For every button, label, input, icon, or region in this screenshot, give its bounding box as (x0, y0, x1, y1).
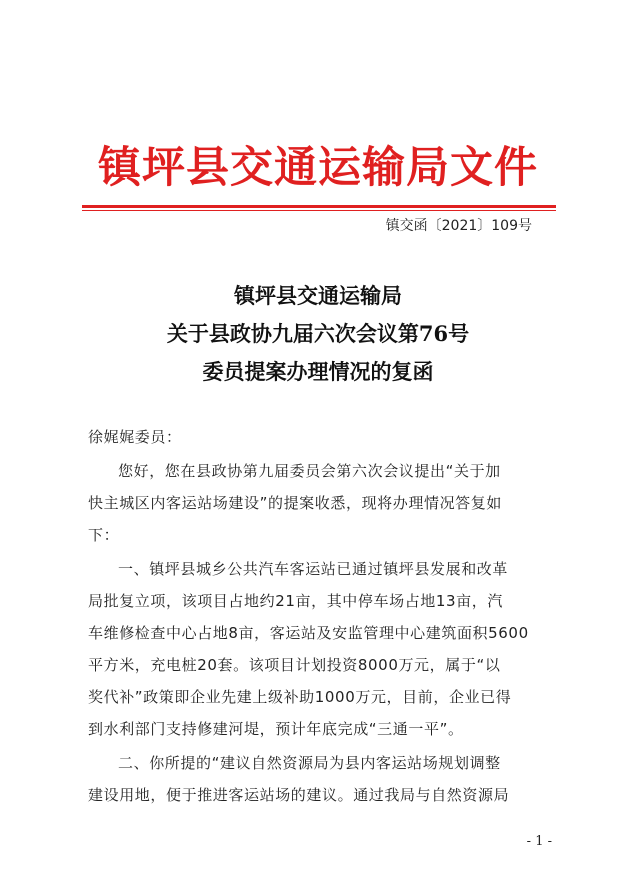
page-number: - 1 - (526, 834, 552, 849)
body-line: 建设用地，便于推进客运站场的建议。通过我局与自然资源局 (88, 786, 510, 804)
body-line: 一、镇坪县城乡公共汽车客运站已通过镇坪县发展和改革 (118, 560, 509, 578)
header-red-rule-thick (82, 205, 556, 208)
body-line: 快主城区内客运站场建设”的提案收悉，现将办理情况答复如 (88, 494, 502, 512)
header-red-rule-thin (82, 210, 556, 211)
body-line: 局批复立项，该项目占地约21亩，其中停车场占地13亩，汽 (88, 592, 503, 610)
body-line: 车维修检查中心占地8亩，客运站及安监管理中心建筑面积5600 (88, 624, 529, 642)
document-header-title: 镇坪县交通运输局文件 (98, 143, 538, 193)
title-line-3: 委员提案办理情况的复函 (202, 359, 434, 384)
title-line-1: 镇坪县交通运输局 (234, 283, 402, 308)
body-line: 二、你所提的“建议自然资源局为县内客运站场规划调整 (118, 754, 501, 772)
title-line-2: 关于县政协九届六次会议第76号 (166, 321, 470, 346)
body-line: 平方米，充电桩20套。该项目计划投资8000万元，属于“以 (88, 656, 501, 674)
salutation: 徐娓娓委员： (88, 428, 182, 446)
body-line: 到水利部门支持修建河堤，预计年底完成“三通一平”。 (88, 720, 464, 738)
document-number: 镇交函〔2021〕109号 (385, 218, 532, 234)
body-line: 奖代补”政策即企业先建上级补助1000万元，目前，企业已得 (88, 688, 512, 706)
body-line: 下： (88, 526, 120, 544)
body-line: 您好，您在县政协第九届委员会第六次会议提出“关于加 (118, 462, 501, 480)
